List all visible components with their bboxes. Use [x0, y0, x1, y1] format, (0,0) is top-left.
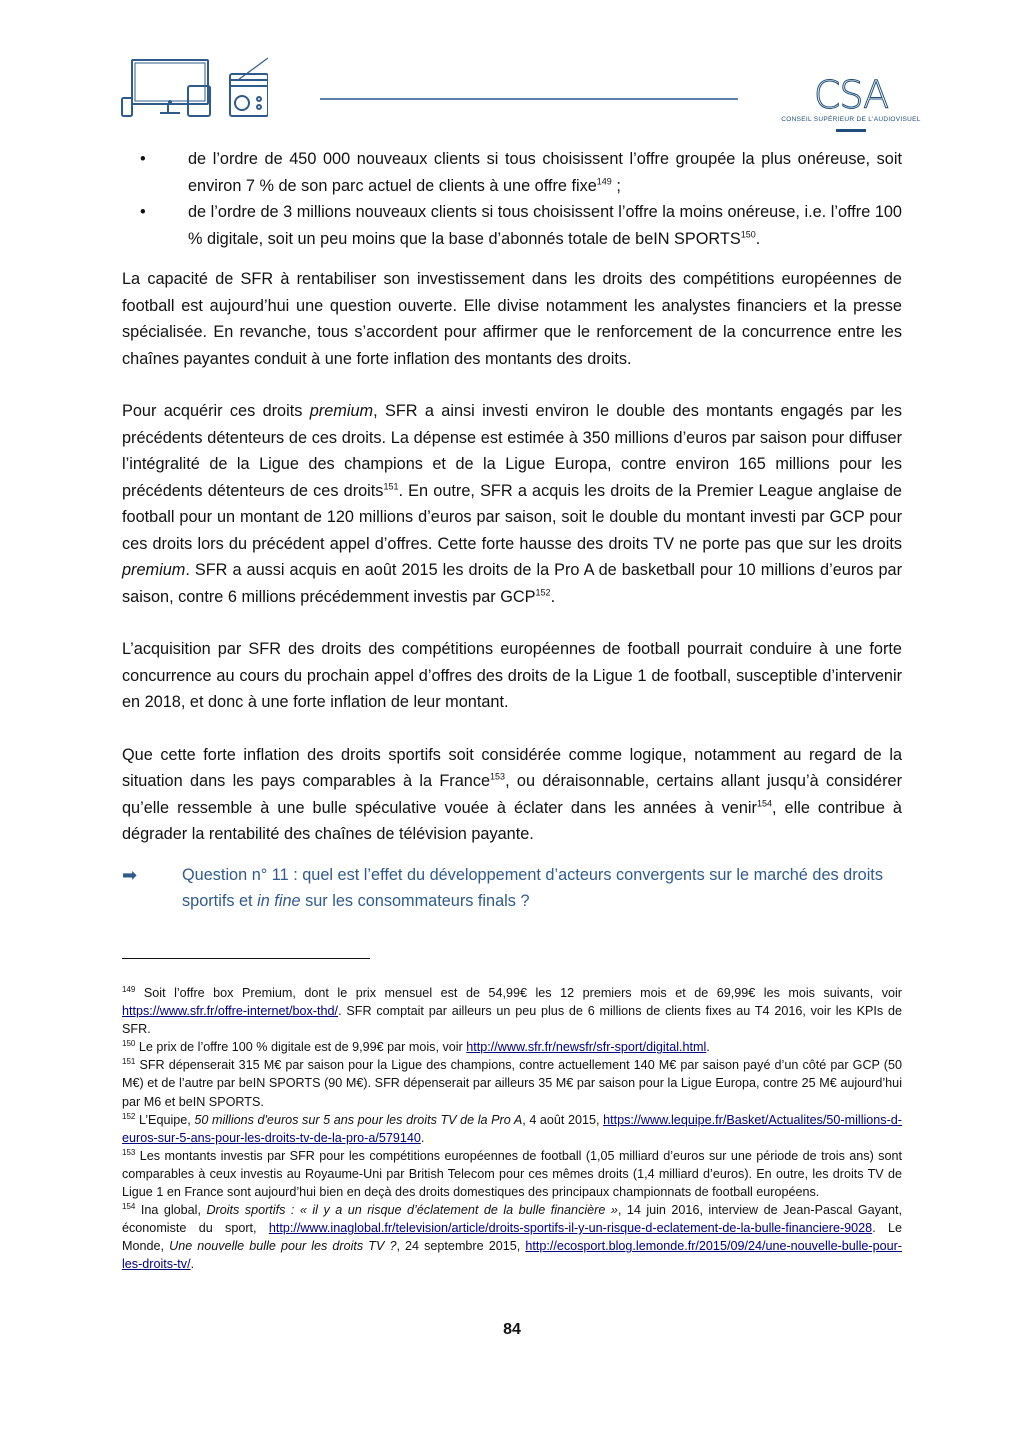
footnote-link[interactable]: https://www.lequipe.fr/Basket/Actualites/50-millions-d-euros-sur-5-ans-pour-les-droits-tv-de-la-pro-a/579140: [122, 1112, 902, 1145]
csa-logo-bar: [836, 129, 866, 132]
footnote-ref[interactable]: 149: [596, 176, 612, 187]
footnote-153: $^{153}$ Les montants investis par SFR pour les compétitions européennes de football (1,05 milliard d’euros sur une période de trois ans) sont comparables à ceux investis au Royaume-Uni par British Telecom pour ces mêmes droits (1,4 milliard d’euros). En outre, les droits TV de Ligue 1 en France sont aujourd’hui bien en deçà des droits domestiques des principaux championnats de football européens.: [122, 1147, 902, 1200]
footnote-link[interactable]: http://www.inaglobal.fr/television/article/droits-sportifs-il-y-un-risque-d-eclatement-de-la-bulle-financiere-9028: [268, 1221, 873, 1236]
paragraph-4: Que cette forte inflation des droits sportifs soit considérée comme logique, notamment au regard de la situation dans les pays comparables à la France$^{153}$, ou déraisonnable, certains allant jusqu’à considérer qu’elle ressemble à une bulle spéculative vouée à éclater dans les années à venir$^{154}$, elle contribue à dégrader la rentabilité des chaînes de télévision payante.: [122, 745, 902, 843]
footnote-ref[interactable]: 154: [756, 798, 772, 809]
page-body: [122, 146, 902, 915]
footnote-ref[interactable]: 153: [490, 771, 506, 782]
footnote-ref[interactable]: 150: [740, 229, 756, 240]
arrow-right-icon: ➡: [122, 864, 138, 885]
paragraph-3: L’acquisition par SFR des droits des compétitions européennes de football pourrait conduire à une forte concurrence au cours du prochain appel d’offres des droits de la Ligue 1 de football, susceptible d’intervenir en 2018, et donc à une forte inflation de leur montant.: [122, 640, 902, 711]
footnotes: [122, 984, 902, 1274]
footnote-separator: [122, 958, 370, 959]
page-header: [0, 0, 1024, 140]
paragraph-2: Pour acquérir ces droits premium, SFR a ainsi investi environ le double des montants engagés par les précédents détenteurs de ces droits. La dépense est estimée à 350 millions d’euros par saison pour diffuser l’intégralité de la Ligue des champions et de la Ligue Europa, contre environ 165 millions pour les précédents détenteurs de ces droits$^{151}$. En outre, SFR a acquis les droits de la Premier League anglaise de football pour un montant de 120 millions d’euros par saison, soit le double du montant investi par GCP pour ces droits lors du précédent appel d’offres. Cette forte hausse des droits TV ne porte pas que sur les droits premium. SFR a aussi acquis en août 2015 les droits de la Pro A de basketball pour 10 millions d’euros par saison, contre 6 millions précédemment investis par GCP$^{152}$.: [122, 402, 902, 606]
footnote-link[interactable]: http://www.sfr.fr/newsfr/sfr-sport/digital.html: [466, 1040, 707, 1055]
paragraph-1: La capacité de SFR à rentabiliser son investissement dans les droits des compétitions européennes de football est aujourd’hui une question ouverte. Elle divise notamment les analystes financiers et la presse spécialisée. En revanche, tous s’accordent pour affirmer que le renforcement de la concurrence entre les chaînes payantes conduit à une forte inflation des montants des droits.: [122, 270, 902, 368]
consultation-question: ➡ Question n° 11 : quel est l’effet du développement d’acteurs convergents sur le marché des droits sportifs et in fine sur les consommateurs finals ?: [122, 862, 902, 915]
footnote-ref[interactable]: 151: [383, 481, 399, 492]
devices-icon: [118, 52, 268, 118]
bullet-item: • de l’ordre de 450 000 nouveaux clients si tous choisissent l’offre groupée la plus onéreuse, soit environ 7 % de son parc actuel de clients à une offre fixe$^{149}$ ;: [122, 146, 902, 199]
csa-logo-mark: CSA: [813, 73, 889, 117]
csa-logo: [776, 73, 926, 140]
footnote-149: $^{149}$ Soit l’offre box Premium, dont le prix mensuel est de 54,99€ les 12 premiers mois et de 69,99€ les mois suivants, voir https://www.sfr.fr/offre-internet/box-thd/. SFR comptait par ailleurs un peu plus de 6 millions de clients fixes au T4 2016, voir les KPIs de SFR.: [122, 984, 902, 1037]
footnote-152: $^{152}$ L’Equipe, 50 millions d'euros sur 5 ans pour les droits TV de la Pro A, 4 août 2015, https://www.lequipe.fr/Basket/Actualites/50-millions-d-euros-sur-5-ans-pour-les-droits-tv-de-la-pro-a/579140.: [122, 1111, 902, 1145]
bullet-item: • de l’ordre de 3 millions nouveaux clients si tous choisissent l’offre la moins onéreuse, i.e. l’offre 100 % digitale, soit un peu moins que la base d’abonnés totale de beIN SPORTS$^{150}$.: [122, 199, 902, 252]
header-rule: [320, 98, 738, 100]
bullet-icon: •: [140, 203, 146, 221]
footnote-link[interactable]: http://ecosport.blog.lemonde.fr/2015/09/24/une-nouvelle-bulle-pour-les-droits-tv/: [122, 1239, 902, 1272]
footnote-150: $^{150}$ Le prix de l’offre 100 % digitale est de 9,99€ par mois, voir http://www.sfr.fr/newsfr/sfr-sport/digital.html.: [122, 1039, 710, 1055]
footnote-151: $^{151}$ SFR dépenserait 315 M€ par saison pour la Ligue des champions, contre actuellement 140 M€ par saison payé d’un côté par GCP (50 M€) et de l’autre par beIN SPORTS (90 M€). SFR dépenserait par ailleurs 35 M€ par saison pour la Ligue Europa, contre 25 M€ aujourd’hui par M6 et beIN SPORTS.: [122, 1057, 902, 1109]
bullet-list: [122, 146, 902, 252]
footnote-ref[interactable]: 152: [535, 587, 551, 598]
footnote-154: $^{154}$ Ina global, Droits sportifs : « il y a un risque d’éclatement de la bulle financière », 14 juin 2016, interview de Jean-Pascal Gayant, économiste du sport, http://www.inaglobal.fr/television/article/droits-sportifs-il-y-un-risque-d-eclatement-de-la-bulle-financiere-9028. Le Monde, Une nouvelle bulle pour les droits TV ?, 24 septembre 2015, http://ecosport.blog.lemonde.fr/2015/09/24/une-nouvelle-bulle-pour-les-droits-tv/.: [122, 1201, 902, 1272]
page-number: 84: [503, 1321, 521, 1338]
csa-logo-subtitle: CONSEIL SUPÉRIEUR DE L'AUDIOVISUEL: [781, 116, 921, 123]
bullet-icon: •: [140, 150, 146, 168]
footnote-link[interactable]: https://www.sfr.fr/offre-internet/box-thd/: [122, 1004, 339, 1019]
